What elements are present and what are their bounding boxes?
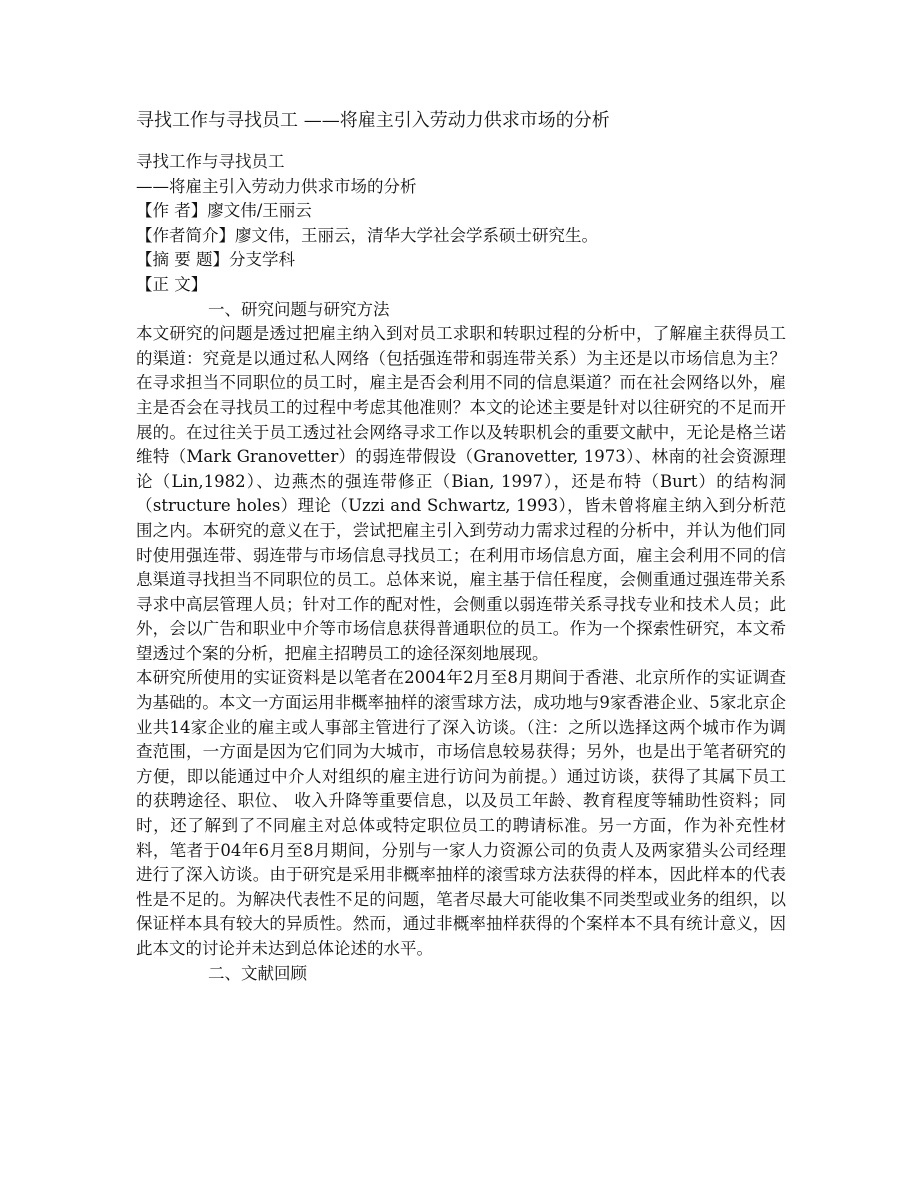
abstract-topic-line: 【摘 要 题】分支学科 xyxy=(136,250,295,270)
paragraph-research-method: 本研究所使用的实证资料是以笔者在2004年2月至8月期间于香港、北京所作的实证调查为基础的。本文一方面运用非概率抽样的滚雪球方法，成功地与9家香港企业、5家北京企业共14家企业的雇主或人事部主管进行了深入访谈。（注：之所以选择这两个城市作为调查范围，一方面是因为它们同为大城市，市场信息较易获得；另外，也是出于笔者研究的方便，即以能通过中介人对组织的雇主进行访问为前提。）通过访谈，获得了其属下员工的获聘途径、职位、 收入升降等重要信息，以及员工年龄、教育程度等辅助性资料；同时，还了解到了不同雇主对总体或特定职位员工的聘请标准。另一方面，作为补充性材料，笔者于04年6月至8月期间，分别与一家人力资源公司的负责人及两家猎头公司经理进行了深入访谈。由于研究是采用非概率抽样的滚雪球方法获得的样本，因此样本的代表性是不足的。为解决代表性不足的问题，笔者尽最大可能收集不同类型或业务的组织，以保证样本具有较大的异质性。然而，通过非概率抽样获得的个案样本不具有统计意义，因此本文的讨论并未达到总体论述的水平。 xyxy=(136,668,786,958)
author-intro-line: 【作者简介】廖文伟，王丽云，清华大学社会学系硕士研究生。 xyxy=(136,225,598,245)
article-title-line: 寻找工作与寻找员工 xyxy=(136,152,285,171)
section-heading-literature: 二、文献回顾 xyxy=(208,963,307,983)
body-label: 【正 文】 xyxy=(136,274,208,294)
paragraph-research-question: 本文研究的问题是透过把雇主纳入到对员工求职和转职过程的分析中，了解雇主获得员工的渠道：究竟是以通过私人网络（包括强连带和弱连带关系）为主还是以市场信息为主？在寻求担当不同职位的员工时，雇主是否会利用不同的信息渠道？而在社会网络以外，雇主是否会在寻找员工的过程中考虑其他准则？本文的论述主要是针对以往研究的不足而开展的。在过往关于员工透过社会网络寻求工作以及转职机会的重要文献中，无论是格兰诺维特（Mark Granovetter）的弱连带假设（Granovetter, 1973）、林南的社会资源理论（Lin,1982）、边燕杰的强连带修正（Bian, 1997），还是布特（Burt）的结构洞（structure holes）理论（Uzzi and Schwartz, 1993），皆未曾将雇主纳入到分析范围之内。本研究的意义在于，尝试把雇主引入到劳动力需求过程的分析中，并认为他们同时使用强连带、弱连带与市场信息寻找员工；在利用市场信息方面，雇主会利用不同的信息渠道寻找担当不同职位的员工。总体来说，雇主基于信任程度，会侧重通过强连带关系寻求中高层管理人员；针对工作的配对性，会侧重以弱连带关系寻找专业和技术人员；此外，会以广告和职业中介等市场信息获得普通职位的员工。作为一个探索性研究，本文希望透过个案的分析，把雇主招聘员工的途径深刻地展现。 xyxy=(136,324,786,663)
document-body xyxy=(136,150,786,986)
document-title: 寻找工作与寻找员工 ——将雇主引入劳动力供求市场的分析 xyxy=(136,110,610,131)
section-heading-research: 一、研究问题与研究方法 xyxy=(208,299,390,319)
article-subtitle-line: ——将雇主引入劳动力供求市场的分析 xyxy=(136,176,417,196)
author-line: 【作 者】廖文伟/王丽云 xyxy=(136,201,312,221)
